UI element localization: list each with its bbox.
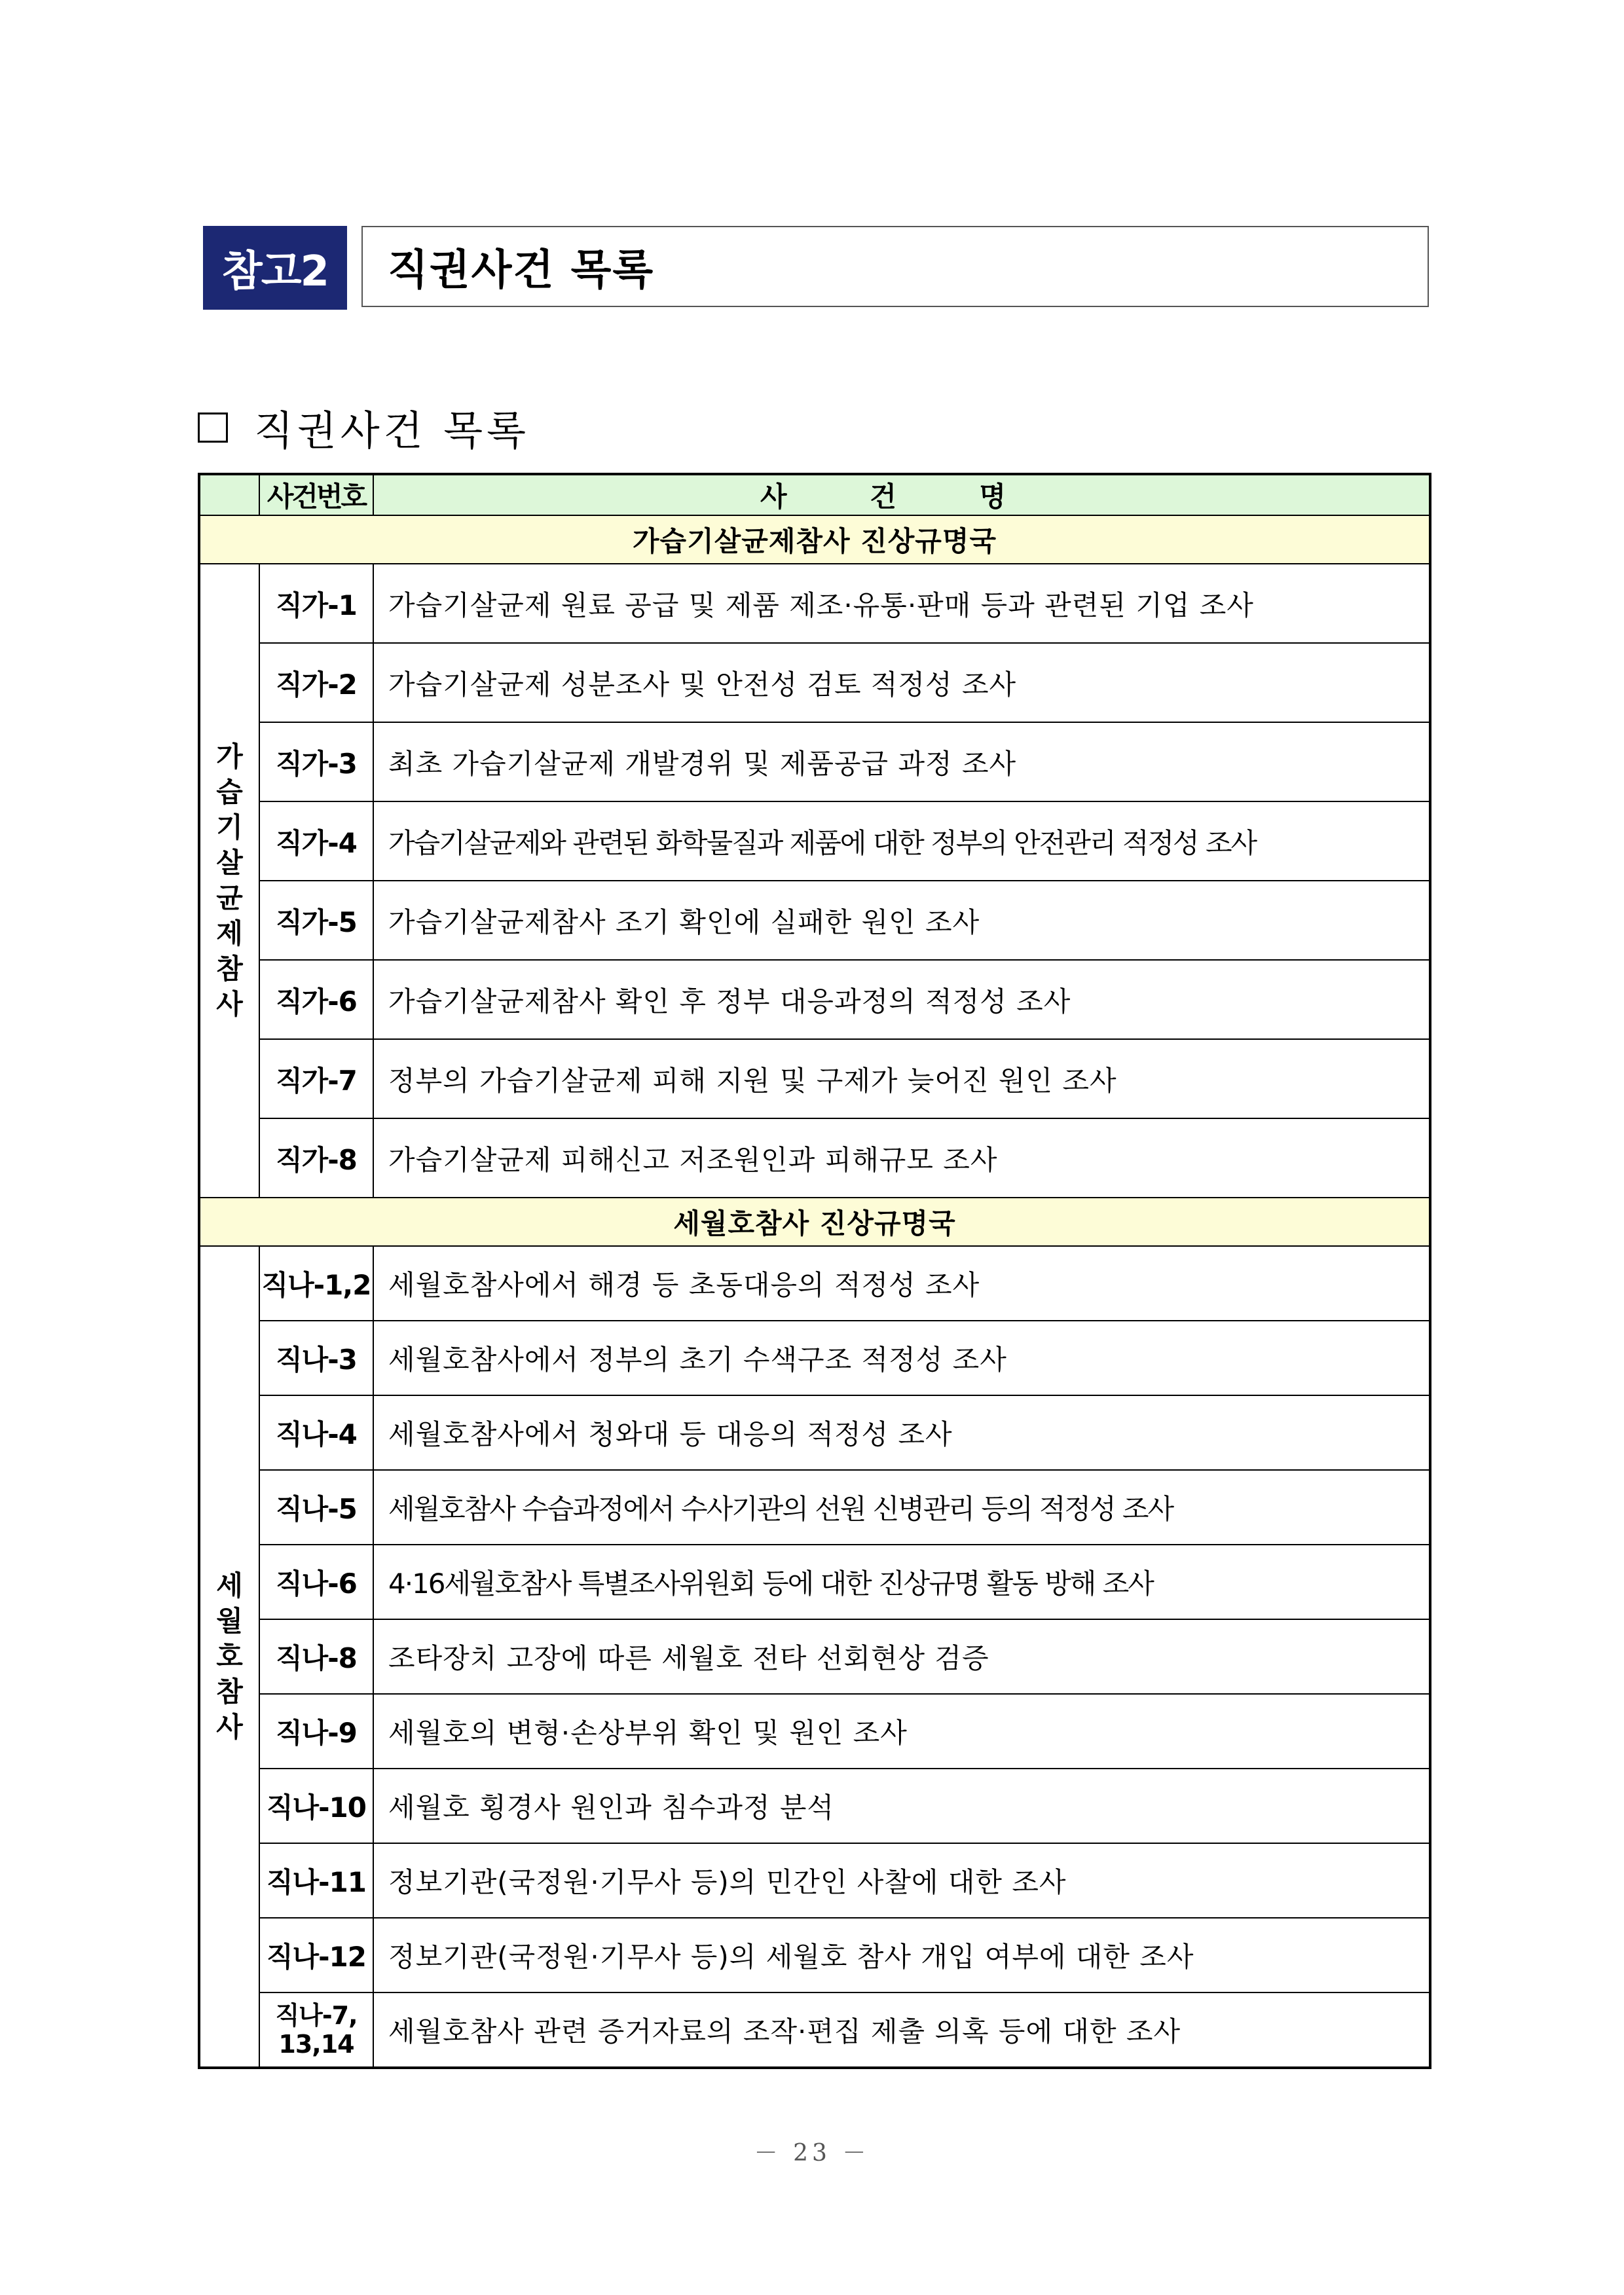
group-label-char: 참 — [216, 953, 243, 985]
case-name-cell: 가습기살균제와 관련된 화학물질과 제품에 대한 정부의 안전관리 적정성 조사 — [373, 801, 1430, 881]
case-name-cell: 가습기살균제 원료 공급 및 제품 제조·유통·판매 등과 관련된 기업 조사 — [373, 564, 1430, 643]
case-name-cell: 정보기관(국정원·기무사 등)의 민간인 사찰에 대한 조사 — [373, 1843, 1430, 1918]
case-number-cell: 직가-2 — [259, 643, 373, 722]
table-row — [199, 1246, 1430, 1321]
table-row — [199, 722, 1430, 801]
group-label-char: 균 — [216, 882, 243, 914]
case-name-cell: 세월호참사에서 해경 등 초동대응의 적정성 조사 — [373, 1246, 1430, 1321]
document-title: 직권사건 목록 — [361, 226, 1429, 307]
table-row — [199, 1321, 1430, 1395]
group-label-cell — [199, 1246, 259, 2068]
section-row — [199, 1198, 1430, 1246]
page-number: － 23 － — [754, 2140, 870, 2167]
group-label-char: 호 — [216, 1640, 243, 1672]
case-number-cell: 직가-3 — [259, 722, 373, 801]
case-name-cell: 세월호 횡경사 원인과 침수과정 분석 — [373, 1769, 1430, 1843]
case-name-cell: 조타장치 고장에 따른 세월호 전타 선회현상 검증 — [373, 1619, 1430, 1694]
table-row — [199, 1470, 1430, 1545]
group-label-char: 제 — [216, 917, 243, 949]
table-row — [199, 1118, 1430, 1198]
table-row — [199, 1992, 1430, 2068]
case-number-cell: 직가-4 — [259, 801, 373, 881]
case-number-cell: 직나-11 — [259, 1843, 373, 1918]
group-label-char: 살 — [216, 847, 243, 879]
case-number-cell: 직가-6 — [259, 960, 373, 1039]
case-number-cell: 직나-6 — [259, 1545, 373, 1619]
table-row — [199, 1694, 1430, 1769]
table-row — [199, 643, 1430, 722]
group-label-char: 월 — [216, 1605, 243, 1637]
table-row — [199, 1545, 1430, 1619]
header-case-number: 사건번호 — [259, 474, 373, 515]
case-name-cell: 세월호참사 관련 증거자료의 조작·편집 제출 의혹 등에 대한 조사 — [373, 1992, 1430, 2068]
case-number-cell: 직가-7 — [259, 1039, 373, 1118]
case-number-cell: 직가-1 — [259, 564, 373, 643]
case-number-cell: 직나-7, 13,14 — [259, 1992, 373, 2068]
table-row — [199, 1843, 1430, 1918]
checkbox-icon — [198, 413, 228, 443]
case-name-cell: 가습기살균제 피해신고 저조원인과 피해규모 조사 — [373, 1118, 1430, 1198]
case-name-cell: 세월호의 변형·손상부위 확인 및 원인 조사 — [373, 1694, 1430, 1769]
table-row — [199, 1039, 1430, 1118]
group-label-char: 기 — [216, 811, 243, 843]
case-name-cell: 4·16세월호참사 특별조사위원회 등에 대한 진상규명 활동 방해 조사 — [373, 1545, 1430, 1619]
case-name-cell: 정보기관(국정원·기무사 등)의 세월호 참사 개입 여부에 대한 조사 — [373, 1918, 1430, 1992]
table-row — [199, 801, 1430, 881]
reference-badge: 참고2 — [203, 226, 347, 310]
table-row — [199, 1395, 1430, 1470]
table-row — [199, 1918, 1430, 1992]
group-label-char: 사 — [216, 1711, 243, 1743]
table-row — [199, 564, 1430, 643]
case-number-cell: 직가-5 — [259, 881, 373, 960]
header-blank-cell — [199, 474, 259, 515]
case-name-cell: 세월호참사에서 청와대 등 대응의 적정성 조사 — [373, 1395, 1430, 1470]
case-number-cell: 직나-5 — [259, 1470, 373, 1545]
table-row — [199, 881, 1430, 960]
case-name-cell: 가습기살균제 성분조사 및 안전성 검토 적정성 조사 — [373, 643, 1430, 722]
table-header-row — [199, 474, 1430, 515]
section-title-cell: 세월호참사 진상규명국 — [199, 1198, 1430, 1246]
section-title: 직권사건 목록 — [254, 407, 530, 454]
group-label-char: 습 — [216, 776, 243, 808]
table-row — [199, 1619, 1430, 1694]
reference-header — [203, 226, 1431, 310]
group-label-cell — [199, 564, 259, 1198]
case-name-cell: 가습기살균제참사 확인 후 정부 대응과정의 적정성 조사 — [373, 960, 1430, 1039]
case-number-cell: 직나-12 — [259, 1918, 373, 1992]
case-list-table — [198, 473, 1431, 2069]
header-case-name: 사 건 명 — [373, 474, 1430, 515]
group-label-char: 가 — [216, 741, 243, 773]
case-number-cell: 직나-8 — [259, 1619, 373, 1694]
group-label-char: 세 — [216, 1570, 243, 1602]
case-number-cell: 직나-10 — [259, 1769, 373, 1843]
case-number-cell: 직가-8 — [259, 1118, 373, 1198]
case-name-cell: 세월호참사 수습과정에서 수사기관의 선원 신병관리 등의 적정성 조사 — [373, 1470, 1430, 1545]
case-name-cell: 최초 가습기살균제 개발경위 및 제품공급 과정 조사 — [373, 722, 1430, 801]
table-row — [199, 1769, 1430, 1843]
case-number-cell: 직나-4 — [259, 1395, 373, 1470]
case-name-cell: 가습기살균제참사 조기 확인에 실패한 원인 조사 — [373, 881, 1430, 960]
case-number-cell: 직나-9 — [259, 1694, 373, 1769]
case-name-cell: 정부의 가습기살균제 피해 지원 및 구제가 늦어진 원인 조사 — [373, 1039, 1430, 1118]
group-label-char: 사 — [216, 988, 243, 1020]
group-label-char: 참 — [216, 1676, 243, 1708]
section-row — [199, 515, 1430, 564]
case-number-cell: 직나-3 — [259, 1321, 373, 1395]
section-title-cell: 가습기살균제참사 진상규명국 — [199, 515, 1430, 564]
case-number-cell: 직나-1,2 — [259, 1246, 373, 1321]
case-name-cell: 세월호참사에서 정부의 초기 수색구조 적정성 조사 — [373, 1321, 1430, 1395]
table-row — [199, 960, 1430, 1039]
section-heading — [198, 398, 530, 456]
